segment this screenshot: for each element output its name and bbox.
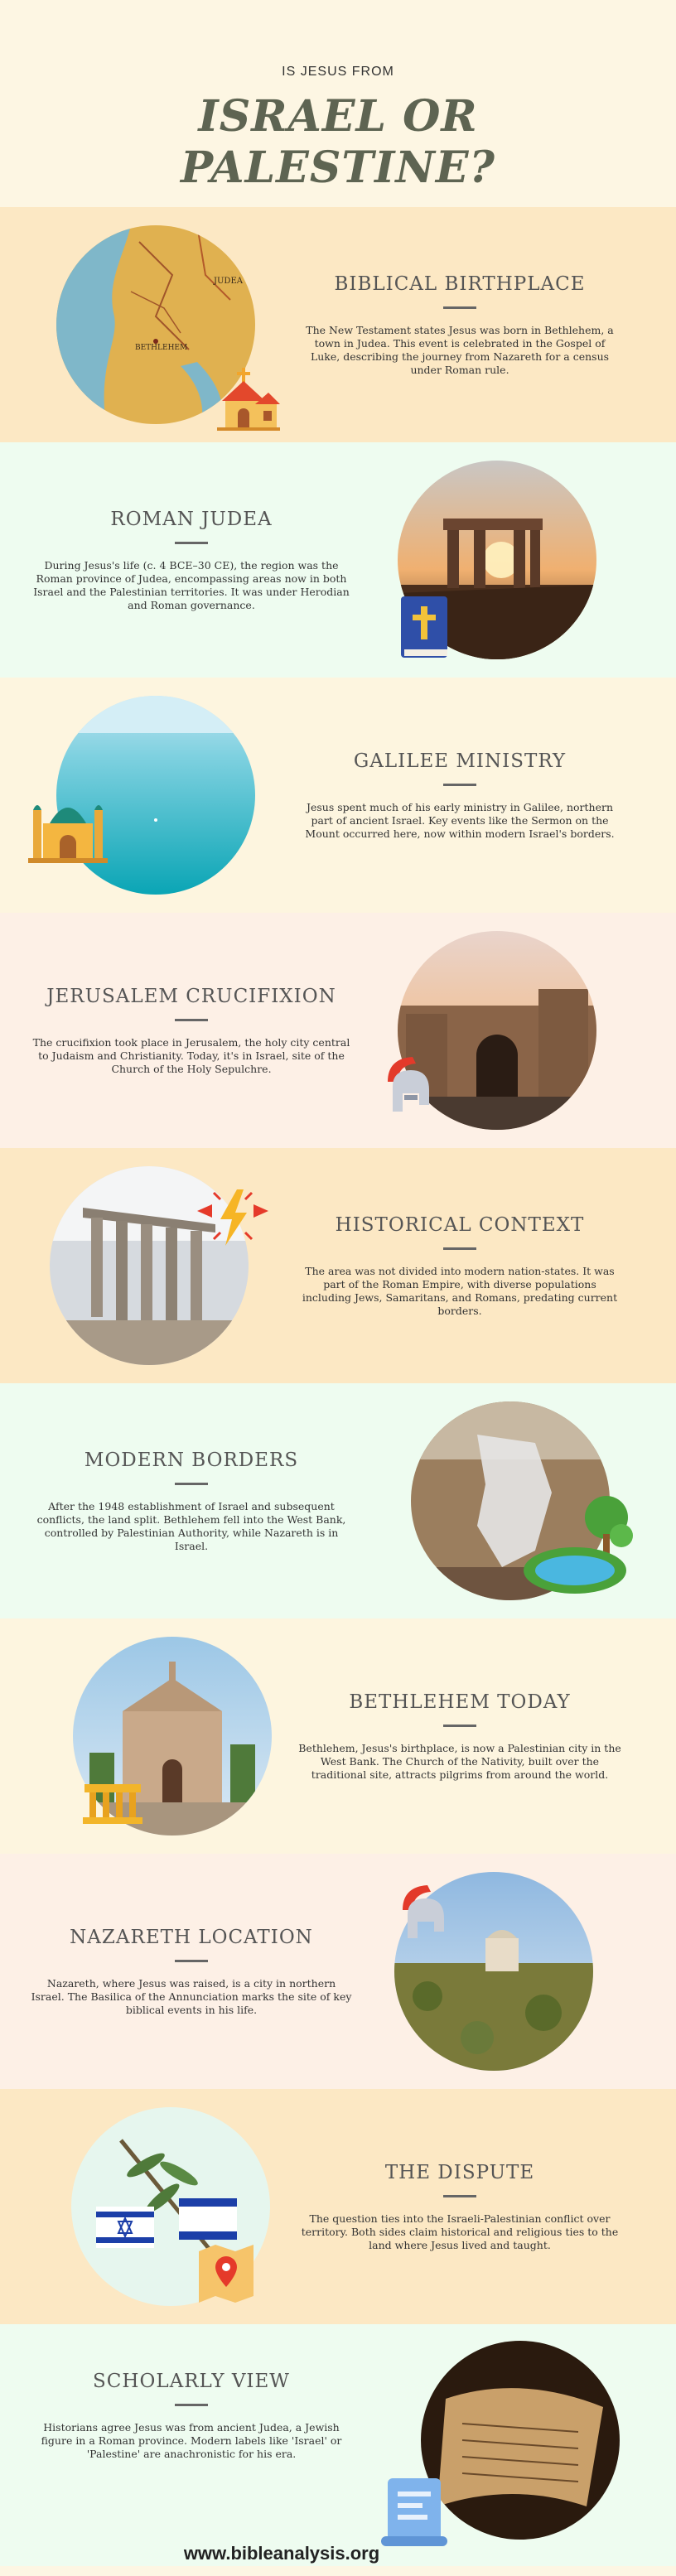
birthplace-text-block	[298, 207, 621, 442]
section-heading: NAZARETH LOCATION	[70, 1926, 313, 1948]
map-location-pin-icon	[196, 2238, 257, 2304]
section-galilee-ministry	[0, 678, 676, 913]
section-heading: SCHOLARLY VIEW	[93, 2370, 290, 2392]
section-body: The question ties into the Israeli-Palestinian conflict over territory. Both sides claim historical and religious ties to the land where Jesus lived and taught.	[301, 2212, 619, 2251]
section-heading: BETHLEHEM TODAY	[349, 1691, 571, 1713]
nazareth-text-block	[30, 1854, 353, 2089]
church-icon	[214, 364, 282, 432]
section-bethlehem-today	[0, 1618, 676, 1854]
section-modern-borders	[0, 1383, 676, 1618]
heading-divider	[443, 1247, 476, 1250]
section-heading: BIBLICAL BIRTHPLACE	[334, 273, 586, 295]
roman-judea-text-block	[30, 442, 353, 678]
section-body: The area was not divided into modern nation-states. It was part of the Roman Empire, with diverse populations including Jews, Samaritans, and Romans, predating current borders.	[302, 1264, 618, 1317]
scholarly-text-block	[30, 2324, 353, 2506]
map-label-judea: JUDEA	[214, 277, 243, 286]
section-body: Nazareth, where Jesus was raised, is a city in northern Israel. The Basilica of the Annunciation marks the site of key biblical events in his life.	[31, 1976, 352, 2016]
header	[0, 0, 676, 207]
heading-divider	[175, 542, 208, 544]
heading-divider	[175, 1019, 208, 1021]
section-heading: HISTORICAL CONTEXT	[335, 1213, 585, 1236]
section-the-dispute	[0, 2089, 676, 2324]
modern-borders-text-block	[30, 1383, 353, 1618]
section-body: The New Testament states Jesus was born in Bethlehem, a town in Judea. This event is celebrated in the Gospel of Luke, describing the journey from Nazareth for a census under Roman rule.	[306, 323, 614, 376]
heading-divider	[175, 1960, 208, 1962]
jerusalem-text-block	[30, 913, 353, 1148]
header-kicker: IS JESUS FROM	[282, 65, 394, 79]
section-biblical-birthplace	[0, 207, 676, 442]
section-body: Jesus spent much of his early ministry in Galilee, northern part of ancient Israel. Key events like the Sermon on the Mount occurred here, now within modern Israel's borders.	[305, 800, 615, 840]
section-body: During Jesus's life (c. 4 BCE–30 CE), the region was the Roman province of Judea, encompassing areas now in both Israel and the Palestinian territories. It was under Herodian and Roman governance.	[33, 558, 350, 611]
nature-landscape-icon	[524, 1488, 636, 1595]
section-jerusalem-crucifixion	[0, 913, 676, 1148]
heading-divider	[443, 2195, 476, 2197]
section-scholarly-view	[0, 2324, 676, 2566]
page-title	[0, 91, 676, 194]
section-heading: THE DISPUTE	[384, 2161, 535, 2183]
mosque-icon	[28, 785, 108, 865]
temple-columns-icon	[83, 1781, 142, 1827]
bible-icon	[398, 591, 451, 661]
section-heading: JERUSALEM CRUCIFIXION	[46, 985, 336, 1007]
bethlehem-text-block	[298, 1618, 621, 1854]
title-line-2: PALESTINE?	[180, 142, 496, 193]
section-body: After the 1948 establishment of Israel and subsequent conflicts, the land split. Bethlehem fell into the West Bank, controlled by Palestinian Authority, while Nazareth is in Israel.	[36, 1499, 346, 1552]
section-roman-judea	[0, 442, 676, 678]
section-body: Historians agree Jesus was from ancient Judea, a Jewish figure in a Roman province. Modern labels like 'Israel' or 'Palestine' are anachronistic for his era.	[41, 2420, 342, 2460]
roman-helmet-icon	[379, 1054, 437, 1120]
heading-divider	[443, 1725, 476, 1727]
section-historical-context	[0, 1148, 676, 1383]
heading-divider	[175, 2404, 208, 2406]
heading-divider	[175, 1483, 208, 1485]
historical-context-text-block	[298, 1148, 621, 1383]
website-url-link[interactable]: www.bibleanalysis.org	[183, 2543, 380, 2564]
section-heading: GALILEE MINISTRY	[353, 750, 567, 772]
lightning-conflict-icon	[196, 1184, 270, 1251]
section-nazareth-location	[0, 1854, 676, 2089]
map-label-bethlehem: BETHLEHEM	[135, 344, 188, 352]
document-scroll-icon	[376, 2473, 452, 2549]
title-line-1: ISRAEL OR	[198, 91, 478, 142]
section-heading: ROMAN JUDEA	[110, 508, 273, 530]
section-body: Bethlehem, Jesus's birthplace, is now a Palestinian city in the West Bank. The Church of the Nativity, built over the traditional site, attracts pilgrims from around the world.	[298, 1741, 621, 1781]
heading-divider	[443, 306, 476, 309]
section-heading: MODERN BORDERS	[84, 1449, 299, 1471]
section-body: The crucifixion took place in Jerusalem, the holy city central to Judaism and Christianity. Today, it's in Israel, site of the Church of the Holy Sepulchre.	[32, 1035, 350, 1075]
centurion-helmet-icon	[396, 1884, 452, 1945]
galilee-text-block	[298, 678, 621, 913]
dispute-text-block	[298, 2089, 621, 2324]
heading-divider	[443, 784, 476, 786]
